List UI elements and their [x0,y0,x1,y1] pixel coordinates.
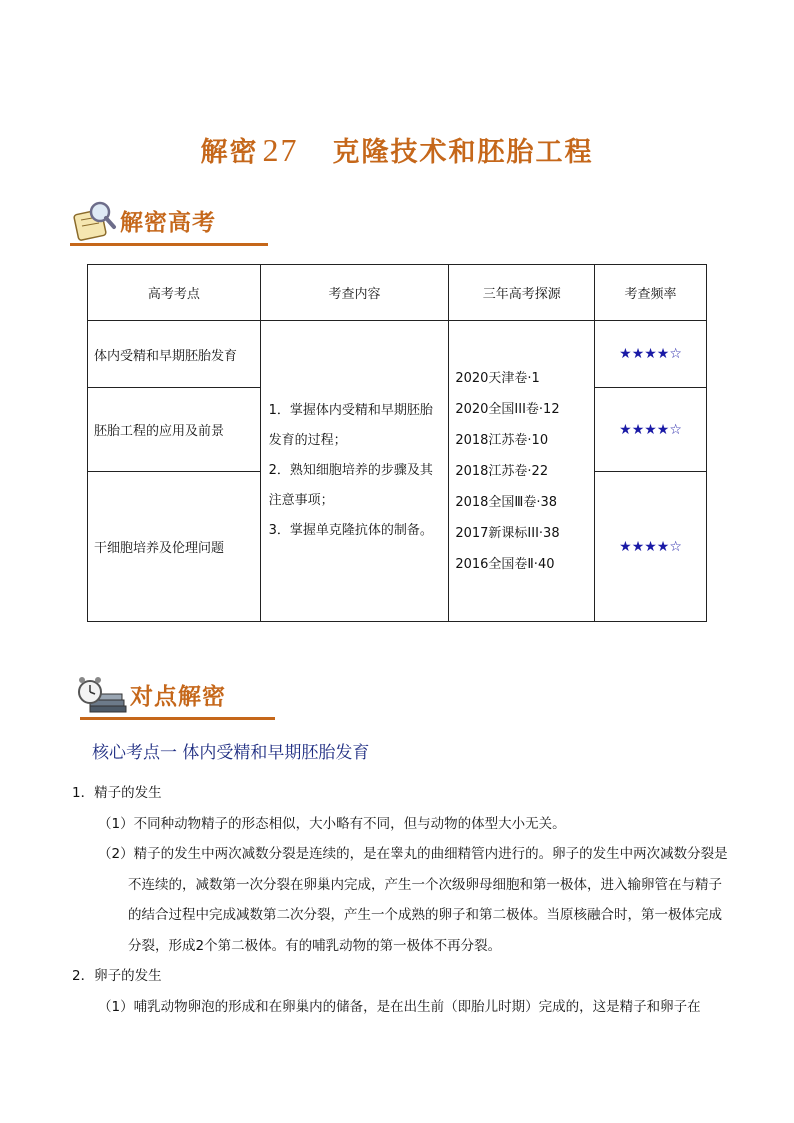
exam-sources [449,321,595,622]
keypoint-title: 体内受精和早期胚胎发育 [182,743,370,763]
source-item: 2018江苏卷·22 [455,463,549,479]
frequency-stars: ★★★★☆ [595,472,707,622]
clock-books-icon [76,672,128,716]
source-item: 2020天津卷·1 [455,370,540,386]
paragraph: （1）哺乳动物卵泡的形成和在卵巢内的储备，是在出生前（即胎儿时期）完成的，这是精子和卵子在 [98,998,701,1015]
exam-content [260,321,449,622]
page-title [0,130,794,169]
header-cell: 三年高考探源 [449,265,595,321]
table-row [88,321,707,388]
source-item: 2018全国Ⅲ卷·38 [455,494,558,510]
section-header-exam [70,198,270,246]
subheading: 1．精子的发生 [72,785,162,801]
title-main: 克隆技术和胚胎工程 [332,137,594,168]
content-line: 2．熟知细胞培养的步骤及其注意事项； [268,463,433,508]
subheading: 2．卵子的发生 [72,968,162,984]
keypoint-heading [92,738,369,763]
keypoint-prefix: 核心考点一 [92,743,177,763]
section-label: 解密高考 [120,210,216,236]
source-item: 2020全国III卷·12 [455,401,560,417]
section-underline [80,717,275,720]
content-line: 1．掌握体内受精和早期胚胎发育的过程； [268,403,433,448]
header-cell: 考查内容 [260,265,449,321]
exam-point: 干细胞培养及伦理问题 [88,472,261,622]
content-line: 3．掌握单克隆抗体的制备。 [268,523,433,538]
body-text [72,778,732,1022]
frequency-stars: ★★★★☆ [595,321,707,388]
paragraph: （2）精子的发生中两次减数分裂是连续的，是在睾丸的曲细精管内进行的。卵子的发生中两次减数分裂是不连续的，减数第一次分裂在卵巢内完成，产生一个次级卵母细胞和第一极体，进入输卵管在与精子的结合过程中完成减数第二次分裂，产生一个成熟的卵子和第二极体。当原核融合时，第一极体完成分裂，形成2个第二极体。有的哺乳动物的第一极体不再分裂。 [98,846,728,954]
title-prefix: 解密 [200,137,259,168]
section-header-points [80,672,280,720]
title-number: 27 [262,132,299,168]
exam-table [87,264,707,622]
source-item: 2018江苏卷·10 [455,432,549,448]
magnifier-notebook-icon [72,200,118,242]
frequency-stars: ★★★★☆ [595,388,707,472]
source-item: 2017新课标III·38 [455,525,560,541]
header-cell: 考查频率 [595,265,707,321]
paragraph: （1）不同种动物精子的形态相似，大小略有不同，但与动物的体型大小无关。 [98,815,566,832]
section-underline [70,243,268,246]
exam-point: 体内受精和早期胚胎发育 [88,321,261,388]
header-cell: 高考考点 [88,265,261,321]
table-header-row [88,265,707,321]
section-label: 对点解密 [130,684,226,710]
source-item: 2016全国卷Ⅱ·40 [455,556,555,572]
exam-point: 胚胎工程的应用及前景 [88,388,261,472]
